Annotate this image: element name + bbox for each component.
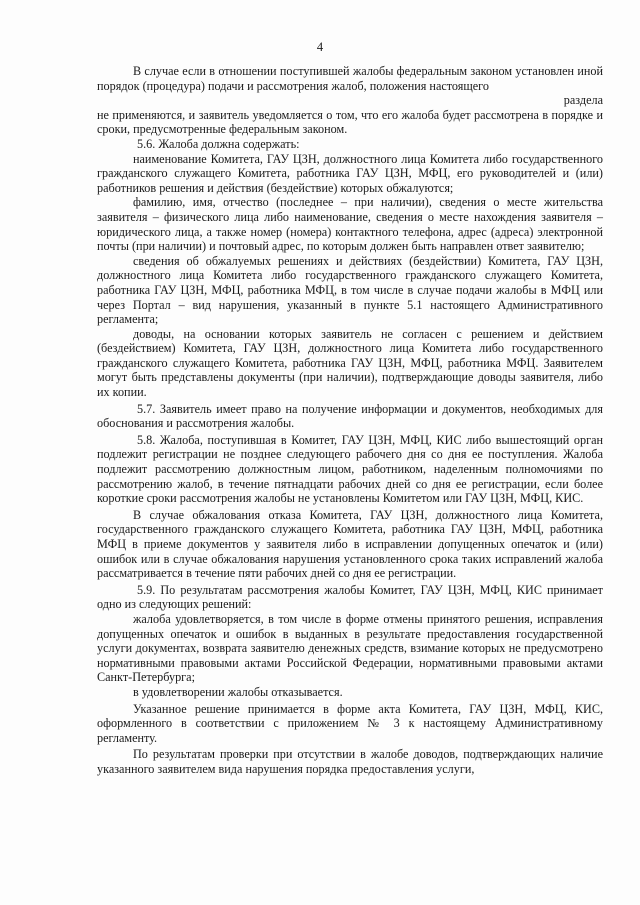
list-item: наименование Комитета, ГАУ ЦЗН, должностного лица Комитета либо государственного гражданского служащего Комитета, работника ГАУ ЦЗН, МФЦ, его руководителей и (или) работников решения и действия (бездействие) которых обжалуются;	[97, 151, 603, 195]
list-item: в удовлетворении жалобы отказывается.	[133, 684, 343, 699]
paragraph: 5.7. Заявитель имеет право на получение информации и документов, необходимых для обоснования и рассмотрения жалобы.	[97, 401, 603, 431]
page-number: 4	[316, 40, 324, 54]
list-item: доводы, на основании которых заявитель не согласен с решением и действием (бездействием) Комитета, ГАУ ЦЗН, должностного лица Комитета либо государственного гражданского служащего Комитета, работника ГАУ ЦЗН, МФЦ, работника МФЦ. Заявителем могут быть представлены документы (при наличии), подтверждающие доводы заявителя, либо их копии.	[97, 326, 603, 400]
paragraph: Указанное решение принимается в форме акта Комитета, ГАУ ЦЗН, МФЦ, КИС, оформленного в соответствии с приложением № 3 к настоящему Административному регламенту.	[97, 701, 603, 745]
paragraph: По результатам проверки при отсутствии в жалобе доводов, подтверждающих наличие указанного заявителем вида нарушения порядка предоставления услуги,	[97, 747, 603, 776]
list-item: сведения об обжалуемых решениях и действиях (бездействии) Комитета, ГАУ ЦЗН, должностного лица Комитета либо государственного гражданского служащего Комитета, работника ГАУ ЦЗН, МФЦ, работника МФЦ, в том числе в случае подачи жалобы в МФЦ или через Портал – вид нарушения, указанный в пункте 5.1 настоящего Административного регламента;	[97, 253, 603, 327]
list-item: фамилию, имя, отчество (последнее – при наличии), сведения о месте жительства заявителя – физического лица либо наименование, сведения о месте нахождения заявителя – юридического лица, а также номер (номера) контактного телефона, адрес (адреса) электронной почты (при наличии) и почтовый адрес, по которым должен быть направлен ответ заявителю;	[97, 195, 603, 254]
paragraph: 5.9. По результатам рассмотрения жалобы Комитет, ГАУ ЦЗН, МФЦ, КИС принимает одно из следующих решений:	[97, 582, 603, 612]
paragraph: В случае обжалования отказа Комитета, ГАУ ЦЗН, должностного лица Комитета, государственного гражданского служащего Комитета, работника ГАУ ЦЗН, МФЦ, работника МФЦ в приеме документов у заявителя либо в исправлении допущенных опечаток и (или) ошибок или в случае обжалования нарушения установленного срока таких исправлений жалоба рассматривается в течение пяти рабочих дней со дня ее регистрации.	[97, 507, 603, 581]
document-body	[97, 64, 603, 777]
list-item: жалоба удовлетворяется, в том числе в форме отмены принятого решения, исправления допущенных опечаток и ошибок в выданных в результате предоставления государственной услуги документах, возврата заявителю денежных средств, взимание которых не предусмотрено нормативными правовыми актами Российской Федерации, нормативными правовыми актами Санкт-Петербурга;	[97, 611, 603, 685]
paragraph: не применяются, и заявитель уведомляется о том, что его жалоба будет рассмотрена в порядке и сроки, предусмотренные федеральным законом.	[97, 107, 603, 137]
paragraph: 5.8. Жалоба, поступившая в Комитет, ГАУ ЦЗН, МФЦ, КИС либо вышестоящий орган подлежит регистрации не позднее следующего рабочего дня со дня ее поступления. Жалоба подлежит рассмотрению должностным лицом, работником, наделенным полномочиями по рассмотрению жалоб, в течение пятнадцати рабочих дней со дня ее регистрации, если более короткие сроки рассмотрения жалобы не установлены Комитетом или ГАУ ЦЗН, МФЦ, КИС.	[97, 432, 603, 506]
section-heading: 5.6. Жалоба должна содержать:	[137, 136, 300, 151]
paragraph: В случае если в отношении поступившей жалобы федеральным законом установлен иной порядок (процедура) подачи и рассмотрения жалоб, положения настоящего	[97, 64, 603, 93]
paragraph: раздела	[563, 93, 603, 108]
